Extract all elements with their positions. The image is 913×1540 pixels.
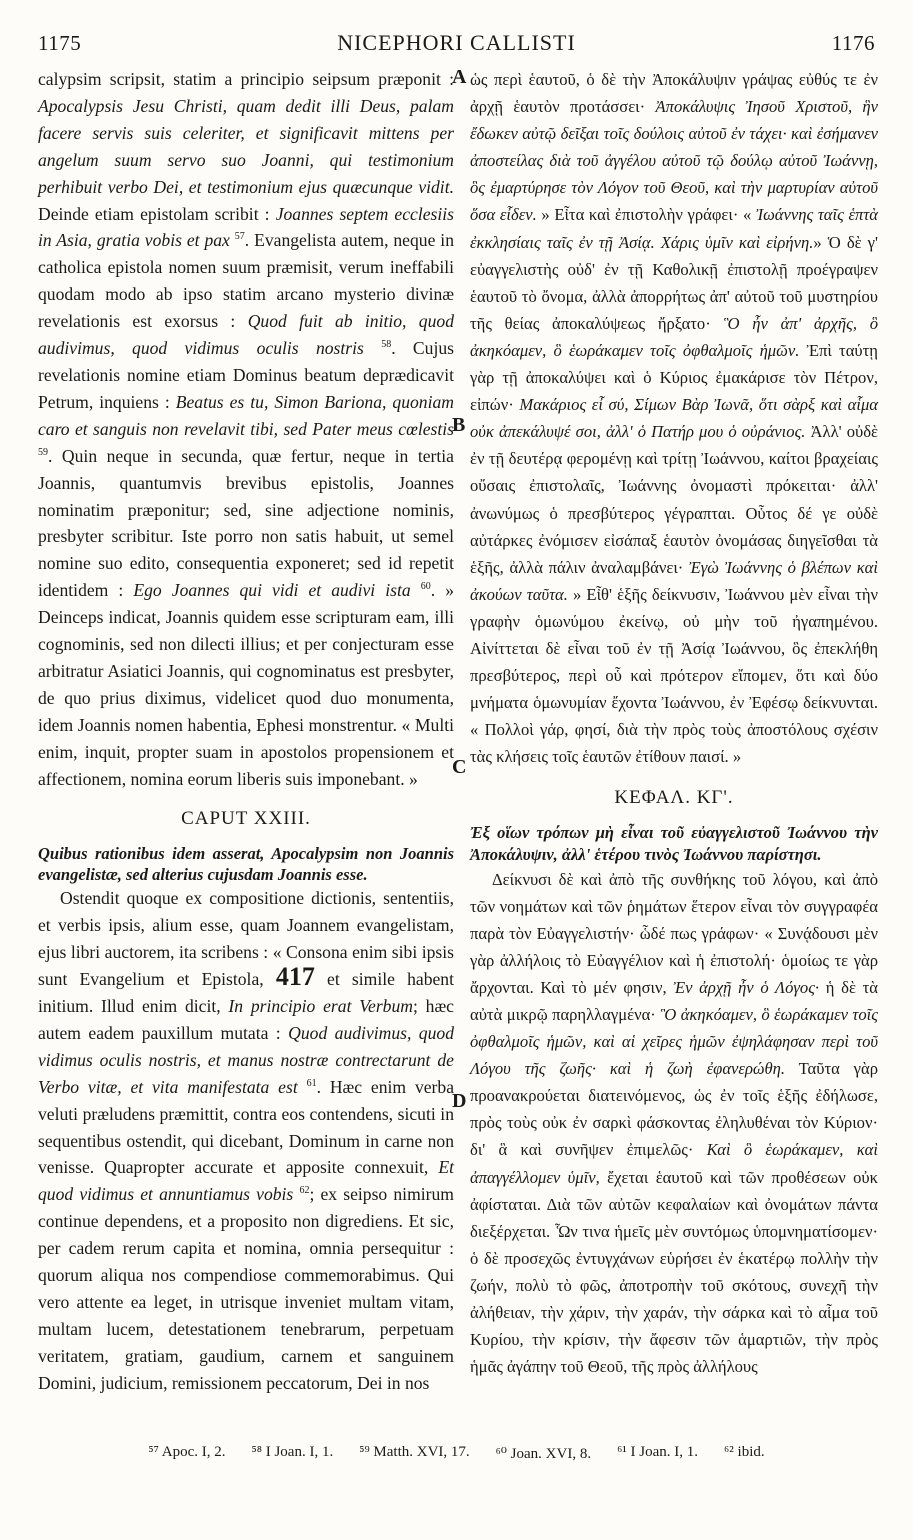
footnote: ⁶² ibid. bbox=[724, 1444, 765, 1460]
footnote-ref: 62 bbox=[299, 1185, 310, 1197]
chapter-heading-latin: CAPUT XXIII. bbox=[181, 808, 311, 830]
footnote-ref: 59 bbox=[38, 446, 48, 458]
greek-paragraph-1: ὡς περὶ ἑαυτοῦ, ὁ δὲ τὴν Ἀποκάλυψιν γράψας εὐθύς τε ἐν ἀρχῇ ἑαυτὸν προτάσσει· Ἀποκάλυψις Ἰησοῦ Χριστοῦ, ἣν ἔδωκεν αὐτῷ δεῖξαι τοῖς δούλοις αὐτοῦ ἐν τάχει· καὶ ἐσήμανεν ἀποστείλας διὰ τοῦ ἀγγέλου αὐτοῦ τῷ δούλῳ αὐτοῦ Ἰωάννῃ, ὃς ἐμαρτύρησε τὸν Λόγον τοῦ Θεοῦ, καὶ τὴν μαρτυρίαν αὐτοῦ ὅσα εἶδεν. » Εἶτα καὶ ἐπιστολὴν γράφει· « Ἰωάννης ταῖς ἑπτὰ ἐκκλησίαις ταῖς ἐν τῇ Ἀσίᾳ. Χάρις ὑμῖν καὶ εἰρήνη.» Ὁ δὲ γ' εὐαγγελιστὴς οὐδ' ἐν τῇ Καθολικῇ ἐπιστολῇ προέγραψεν ἑαυτοῦ τὸ ὄνομα, ἀλλὰ ἀπορρήτως ἀπ' αὐτοῦ τοῦ μυστηρίου τῆς θείας ἀποκαλύψεως ἤρξατο· Ὃ ἦν ἀπ' ἀρχῆς, ὃ ἀκηκόαμεν, ὃ ἑωράκαμεν τοῖς ὀφθαλμοῖς ἡμῶν. Ἐπὶ ταύτῃ γὰρ τῇ ἀποκαλύψει καὶ ὁ Κύριος ἐμακάρισε τὸν Πέτρον, εἰπών· Μακάριος εἶ σύ, Σίμων Βὰρ Ἰωνᾶ, ὅτι σὰρξ καὶ αἷμα οὐκ ἀπεκάλυψέ σοι, ἀλλ' ὁ Πατήρ μου ὁ οὐράνιος. Ἀλλ' οὐδὲ ἐν τῇ δευτέρᾳ φερομένῃ καὶ τρίτῃ Ἰωάννου, καίτοι βραχείαις οὔσαις ἐπιστολαῖς, Ἰωάννης ὀνομαστὶ πρόκειται· ἀλλ' ἀνωνύμως ὁ πρεσβύτερος γέγραπται. Οὗτος δέ γε οὐδὲ αὐτάρκες ἐνόμισεν εἰσάπαξ ἑαυτὸν ὀνομάσας διηγεῖσθαι τὰ ἑξῆς, ἀλλὰ πάλιν ἀναλαμβάνει· Ἐγὼ Ἰωάννης ὁ βλέπων καὶ ἀκούων ταῦτα. » Εἶθ' ἑξῆς δείκνυσιν, Ἰωάννου μὲν εἶναι τὴν γραφὴν ὁμωνύμου ἐκείνῳ, οὐ μὴν τοῦ ἠγαπημένου. Αἰνίττεται δὲ εἶναι τοῦ ἐν τῇ Ἀσίᾳ Ἰωάννου, ὃς ἐπεκλήθη πρεσβύτερος, περὶ οὗ καὶ πρότερον εἴπομεν, ὅτι καὶ δύο μνήματα ὁμωνυμίαν ἔχοντα Ἰωάννου, ἐν Ἐφέσῳ δείκνυνται. « Πολλοὶ γάρ, φησί, διὰ τὴν πρὸς τοὺς ἀποστόλους σχέσιν τὰς κλήσεις τοῖς ἑαυτῶν ἐτίθουν παισί. » bbox=[470, 70, 879, 767]
running-title: NICEPHORI CALLISTI bbox=[337, 30, 576, 55]
page-header bbox=[38, 30, 875, 64]
footnote-ref: 61 bbox=[306, 1077, 317, 1089]
margin-marker-c: C bbox=[452, 756, 467, 778]
right-page-number: 1176 bbox=[831, 31, 875, 55]
latin-paragraph-2: Ostendit quoque ex compositione dictionis, sententiis, et verbis ipsis, alium esse, quam Joannem evangelistam, ejus libri auctorem, ita scribens : « Consona enim sibi ipsis sunt Evangelium et Epistola, 417 et simile habent initium. Illud enim dicit, In principio erat Verbum; hæc autem eadem pauxillum mutata : Quod audivimus, quod vidimus oculis nostris, et manus nostræ contrectarunt de Verbo vitæ, et vita manifestata est $^{61}$. Hæc enim verba veluti præludens præmittit, contra eos contendens, sicuti in sequentibus ostendit, qui dicebant, Dominum in carne non venisse. Quapropter accurate et apposite connexuit, Et quod vidimus et annuntiamus vobis $^{62}$; ex seipso nimirum continue dependens, et a proposito non digrediens. Et sic, per cadem rerum capita et nomina, omnia persequitur : quorum aliqua nos compendiose commemorabimus. Qui vero attente ea leget, in utrisque inveniet multam vitam, multam lucem, detestationem tenebrarum, perpetuam veritatem, gratiam, gaudium, carnem et sanguinem Domini, judicium, remissionem peccatorum, Dei in nos bbox=[38, 888, 455, 1393]
column-number: 417 bbox=[275, 962, 315, 992]
greek-column bbox=[470, 66, 878, 1380]
footnote-ref: 58 bbox=[381, 339, 392, 351]
footnote: ⁵⁹ Matth. XVI, 17. bbox=[359, 1444, 470, 1460]
footnote: ⁶¹ I Joan. I, 1. bbox=[617, 1444, 699, 1460]
footnote: ⁶⁰ Joan. XVI, 8. bbox=[495, 1446, 592, 1462]
greek-paragraph-2: Δείκνυσι δὲ καὶ ἀπὸ τῆς συνθήκης τοῦ λόγου, καὶ ἀπὸ τῶν νοημάτων καὶ τῶν ῥημάτων ἕτερον εἶναι τὸν συγγραφέα παρὰ τὸν Εὐαγγελιστήν· ὧδέ πως γράφων· « Συνᾴδουσι μὲν γὰρ ἀλλήλοις τὸ Εὐαγγέλιον καὶ ἡ ἐπιστολή· ὁμοίως τε γὰρ ἄρχονται. Καὶ τὸ μέν φησιν, Ἐν ἀρχῇ ἦν ὁ Λόγος· ἡ δὲ τὰ αὐτὰ μικρῷ παρηλλαγμένα· Ὃ ἀκηκόαμεν, ὃ ἑωράκαμεν τοῖς ὀφθαλμοῖς ἡμῶν, καὶ αἱ χεῖρες ἡμῶν ἐψηλάφησαν περὶ τοῦ Λόγου τῆς ζωῆς· καὶ ἡ ζωὴ ἐφανερώθη. Ταῦτα γὰρ προανακρούεται διατεινόμενος, ὡς ἐν τοῖς ἑξῆς ἐδήλωσε, πρὸς τοὺς οὐκ ἐν σαρκὶ φάσκοντας ἐληλυθέναι τὸν Κύριον· δι' ἃ καὶ συνῆψεν ἐπιμελῶς· Καὶ ὃ ἑωράκαμεν, καὶ ἀπαγγέλλομεν ὑμῖν, ἔχεται ἑαυτοῦ καὶ τῶν προθέσεων οὐκ ἀφίσταται. Διὰ τῶν αὐτῶν κεφαλαίων καὶ ὀνομάτων πάντα διεξέρχεται. Ὧν τινα ἡμεῖς μὲν συντόμως ὑπομνηματίσομεν· ὁ δὲ προσεχῶς ἐντυγχάνων εὑρήσει ἐν ἑκατέρῳ πολλὴν τὴν ζωήν, πολὺ τὸ φῶς, ἀποτροπὴν τοῦ σκότους, συνεχῆ τὴν ἀλήθειαν, τὴν χάριν, τὴν χαράν, τὴν σάρκα καὶ τὸ αἷμα τοῦ Κυρίου, τὴν κρίσιν, τὴν ἄφεσιν τῶν ἁμαρτιῶν, τὴν πρὸς ἡμᾶς ἀγάπην τοῦ Θεοῦ, τῆς πρὸς ἀλλήλους bbox=[470, 869, 878, 1377]
footnote: ⁵⁷ Apoc. I, 2. bbox=[148, 1444, 226, 1460]
chapter-heading-greek: ΚΕΦΑΛ. ΚΓ'. bbox=[614, 787, 734, 809]
left-page-number: 1175 bbox=[38, 31, 82, 55]
latin-paragraph-1: calypsim scripsit, statim a principio seipsum præponit : Apocalypsis Jesu Christi, quam dedit illi Deus, palam facere servis suis celeriter, et significavit mittens per angelum suum servo suo Joanni, qui testimonium perhibuit verbo Dei, et testimonium ejus quæcunque vidit. Deinde etiam epistolam scribit : Joannes septem ecclesiis in Asia, gratia vobis et pax $^{57}$. Evangelista autem, neque in catholica epistola nomen suum præmisit, verum ineffabili quodam modo ab ipso statim arcano mysterio divinæ revelationis est exorsus : Quod fuit ab initio, quod audivimus, quod vidimus oculis nostris $^{58}$. Cujus revelationis nomine etiam Dominus beatum deprædicavit Petrum, inquiens : Beatus es tu, Simon Bariona, quoniam caro et sanguis non revelavit tibi, sed Pater meus cœlestis $^{59}$. Quin neque in secunda, quæ fertur, neque in tertia Joannis, quantumvis brevibus epistolis, Joannes nominatim præponitur; sed, sine adjectione nominis, presbyter scribitur. Iste porro non satis habuit, ut semel nomine suo edito, consequentia exponeret; sed id repetit identidem : Ego Joannes qui vidi et audivi ista $^{60}$. » Deinceps indicat, Joannis quidem esse scripturam eam, illi cognominis, sed non dilecti illius; et per conjecturam esse arbitratur Asiatici Joannis, qui cognominatus est presbyter, de quo prius diximus, videlicet quod duo monumenta, idem Joannis nomen habentia, Ephesi monstrentur. « Multi enim, inquit, propter suam in apostolos propensionem et affectionem, nomina eorum liberis suis imponebant. » bbox=[38, 69, 454, 789]
latin-column bbox=[38, 66, 454, 1397]
footnotes bbox=[38, 1444, 875, 1463]
margin-marker-a: A bbox=[452, 66, 467, 88]
margin-marker-d: D bbox=[452, 1090, 467, 1112]
margin-marker-b: B bbox=[452, 414, 466, 436]
footnote: ⁵⁸ I Joan. I, 1. bbox=[251, 1444, 334, 1460]
chapter-summary-greek: Ἐξ οἵων τρόπων μὴ εἶναι τοῦ εὐαγγελιστοῦ Ἰωάννου τὴν Ἀποκάλυψιν, ἀλλ' ἑτέρου τινὸς Ἰωάννου παρίστησι. bbox=[470, 822, 878, 864]
footnote-ref: 60 bbox=[420, 581, 431, 593]
chapter-summary-latin: Quibus rationibus idem asserat, Apocalypsim non Joannis evangelistæ, sed alterius cujusdam Joannis esse. bbox=[38, 844, 454, 885]
footnote-ref: 57 bbox=[234, 231, 245, 243]
